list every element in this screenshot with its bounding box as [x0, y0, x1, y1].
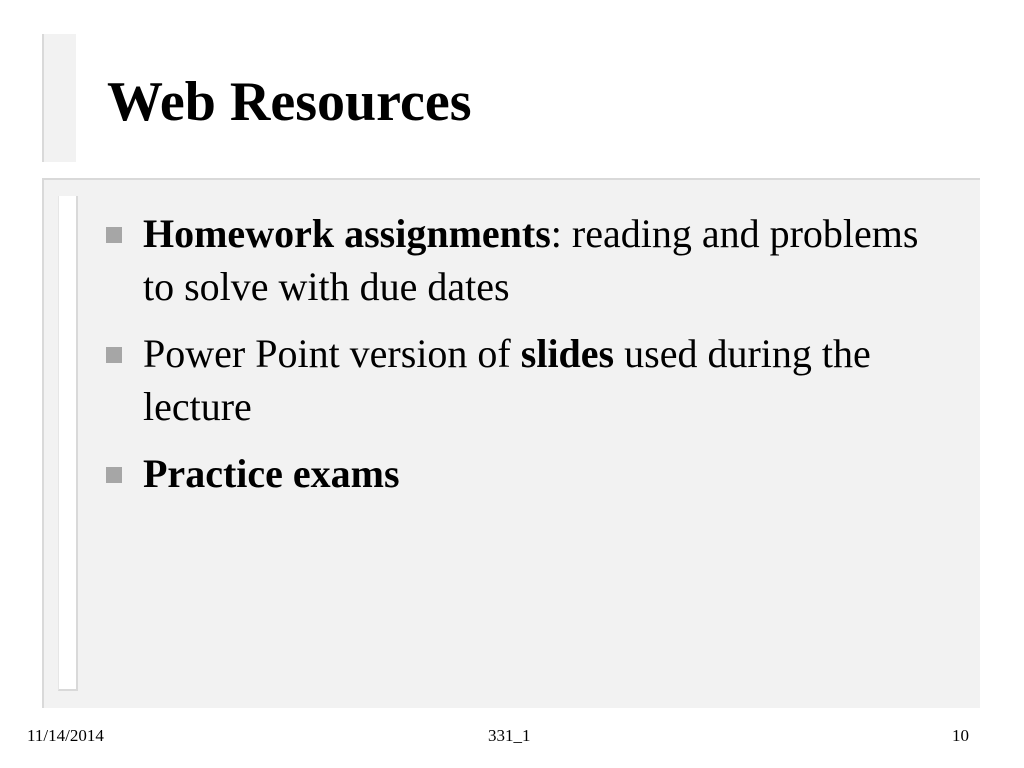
bullet-text: : reading and problems to solve with due dates [143, 211, 919, 309]
title-decoration-bar [42, 34, 76, 162]
bullet-item-practice-exams [106, 447, 926, 500]
bullet-item-slides [106, 327, 926, 433]
content-decoration-bar [58, 196, 78, 691]
square-bullet-icon [106, 227, 122, 243]
slide-title: Web Resources [107, 71, 472, 133]
bullet-text: used during the lecture [143, 331, 871, 429]
bullet-text: Power Point version of [143, 331, 521, 376]
bullet-text-bold: slides [520, 331, 615, 376]
bullet-text-bold: Homework assignments [143, 211, 551, 256]
bullet-item-homework [106, 207, 926, 313]
bullet-list [106, 207, 926, 514]
footer-date: 11/14/2014 [27, 726, 104, 745]
square-bullet-icon [106, 467, 122, 483]
footer-page-number: 10 [952, 726, 969, 745]
square-bullet-icon [106, 347, 122, 363]
footer-course-code: 331_1 [488, 726, 531, 745]
bullet-text-bold: Practice exams [143, 451, 400, 496]
